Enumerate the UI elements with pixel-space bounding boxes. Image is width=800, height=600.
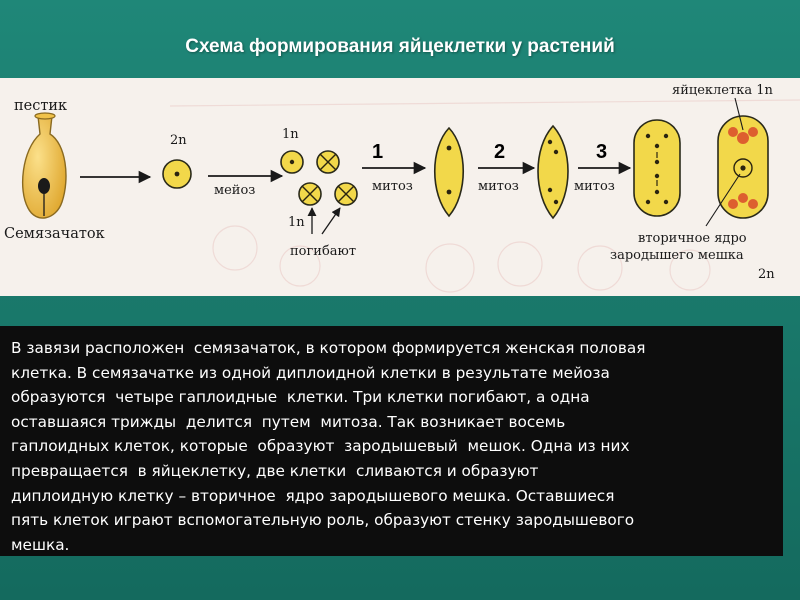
diploid-cell-nucleus xyxy=(175,172,180,177)
mature-embryo-sac xyxy=(718,116,768,218)
step-2-number: 2 xyxy=(494,141,506,163)
description-line: В завязи расположен семязачаток, в котором формируется женская половая xyxy=(11,339,646,357)
embryo-sac-8-nuclei xyxy=(634,120,680,216)
dying-haploid-cell xyxy=(317,151,339,173)
ovule-drawing xyxy=(38,178,50,194)
dying-haploid-cell xyxy=(335,183,357,205)
description-text xyxy=(11,336,781,557)
mitosis-label-2: митоз xyxy=(478,179,519,194)
description-line: пять клеток играют вспомогательную роль, образуют стенку зародышевого xyxy=(11,511,635,530)
secondary-nucleus-ploidy-label: 2n xyxy=(758,267,775,282)
surviving-haploid-cell xyxy=(281,151,303,173)
pistil-label: пестик xyxy=(14,98,68,114)
slide-title: Схема формирования яйцеклетки у растений xyxy=(185,36,615,57)
description-line: превращается в яйцеклетку, две клетки сливаются и образуют xyxy=(11,461,539,480)
secondary-nucleus-label-line2: зародышего мешка xyxy=(610,248,744,263)
description-line: клетка. В семязачатке из одной диплоидной клетки в результате мейоза xyxy=(11,363,610,382)
ploidy-2n-label: 2n xyxy=(170,133,187,148)
ploidy-1n-top-label: 1n xyxy=(282,127,299,142)
mitosis-label-3: митоз xyxy=(574,179,615,194)
step-3-number: 3 xyxy=(596,141,608,163)
die-label: погибают xyxy=(290,244,357,259)
mitosis-label-1: митоз xyxy=(372,179,413,194)
ovule-label: Семязачаток xyxy=(4,226,105,242)
description-line: образуются четыре гаплоидные клетки. Три клетки погибают, а одна xyxy=(11,388,590,407)
step-1-number: 1 xyxy=(372,141,384,163)
meiosis-label: мейоз xyxy=(214,183,256,198)
egg-cell-formation-diagram xyxy=(0,78,800,296)
egg-cell-label: яйцеклетка 1n xyxy=(672,83,773,98)
description-line: гаплоидных клеток, которые образуют зародышевый мешок. Одна из них xyxy=(11,437,630,456)
dying-haploid-cell xyxy=(299,183,321,205)
description-line: диплоидную клетку – вторичное ядро зародышевого мешка. Оставшиеся xyxy=(11,486,615,505)
ploidy-1n-bottom-label: 1n xyxy=(288,215,305,230)
description-box xyxy=(0,326,783,556)
description-line: мешка. xyxy=(11,535,70,554)
secondary-nucleus-label-line1: вторичное ядро xyxy=(638,231,747,246)
description-line: оставшаяся трижды делится путем митоза. Так возникает восемь xyxy=(11,412,566,431)
